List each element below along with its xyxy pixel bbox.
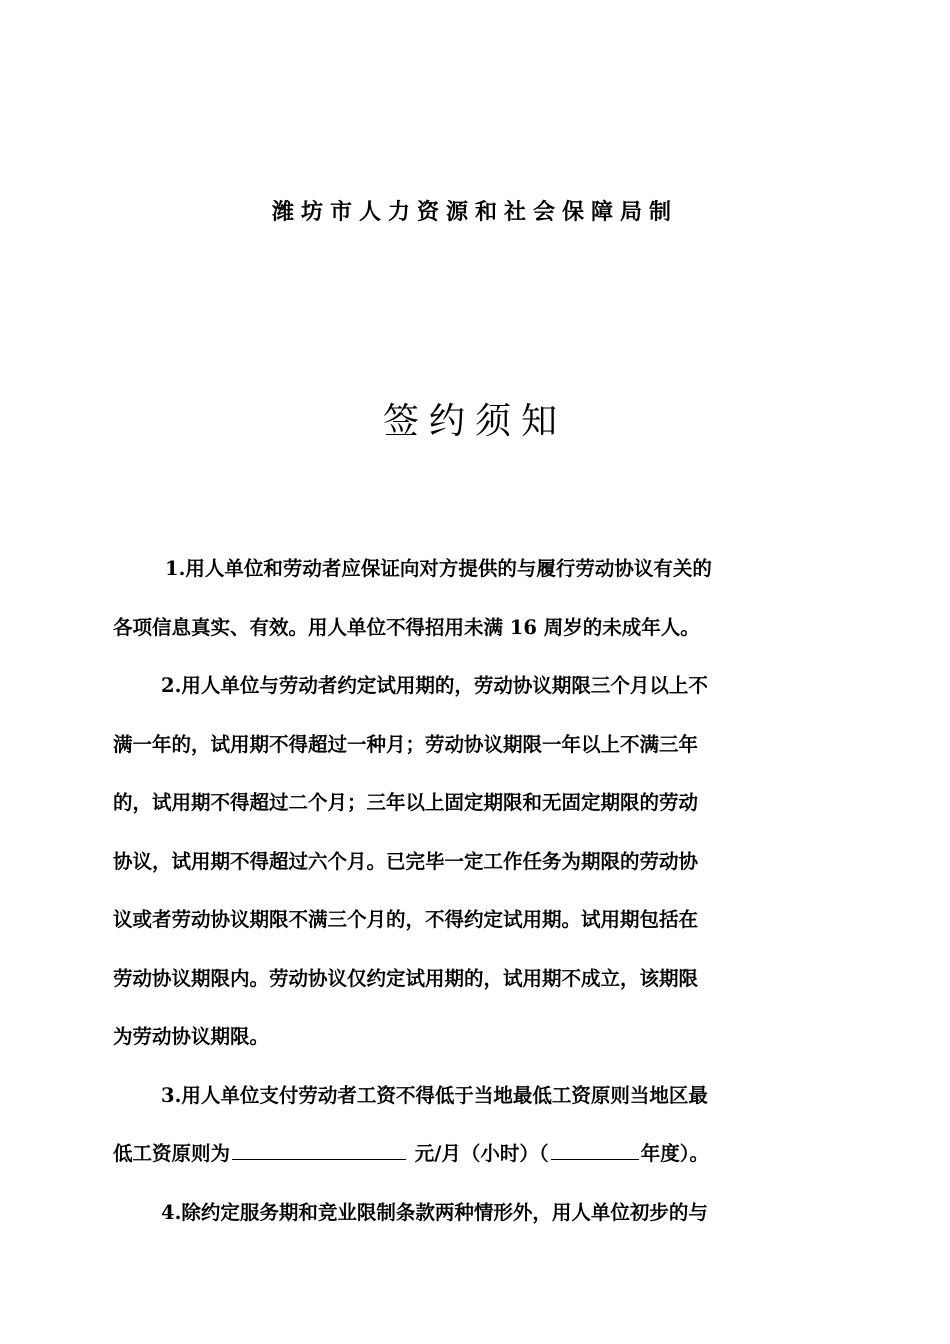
text-line: 协议，试用期不得超过六个月。已完毕一定工作任务为期限的劳动协 [113, 849, 699, 873]
notice-body [113, 540, 837, 1242]
text-line: 为劳动协议期限。 [113, 1025, 270, 1048]
document-title: 签约须知 [382, 401, 567, 442]
wage-prefix: 低工资原则为 [113, 1142, 231, 1165]
text-line: 满一年的，试用期不得超过一种月；劳动协议期限一年以上不满三年 [113, 732, 699, 756]
text-line: 各项信息真实、有效。用人单位不得招用未满 16 周岁的未成年人。 [113, 615, 700, 639]
issuer-line: 潍坊市人力资源和社会保障局制 [271, 199, 678, 225]
text-line: 1.用人单位和劳动者应保证向对方提供的与履行劳动协议有关的 [165, 557, 712, 580]
text-line: 4.除约定服务期和竞业限制条款两种情形外，用人单位初步的与 [161, 1200, 708, 1224]
wage-amount-blank[interactable] [232, 1137, 406, 1160]
text-line: 2.用人单位与劳动者约定试用期的，劳动协议期限三个月以上不 [161, 674, 708, 697]
wage-suffix: 年度）。 [640, 1142, 709, 1165]
wage-line [113, 1125, 837, 1184]
text-line: 的，试用期不得超过二个月；三年以上固定期限和无固定期限的劳动 [113, 791, 699, 814]
text-line: 议或者劳动协议期限不满三个月的，不得约定试用期。试用期包括在 [113, 908, 699, 931]
wage-year-blank[interactable] [551, 1137, 639, 1160]
wage-unit: 元/月（小时）（ [408, 1142, 549, 1165]
text-line: 3.用人单位支付劳动者工资不得低于当地最低工资原则当地区最 [161, 1083, 708, 1107]
text-line: 劳动协议期限内。劳动协议仅约定试用期的，试用期不成立，该期限 [113, 966, 699, 990]
